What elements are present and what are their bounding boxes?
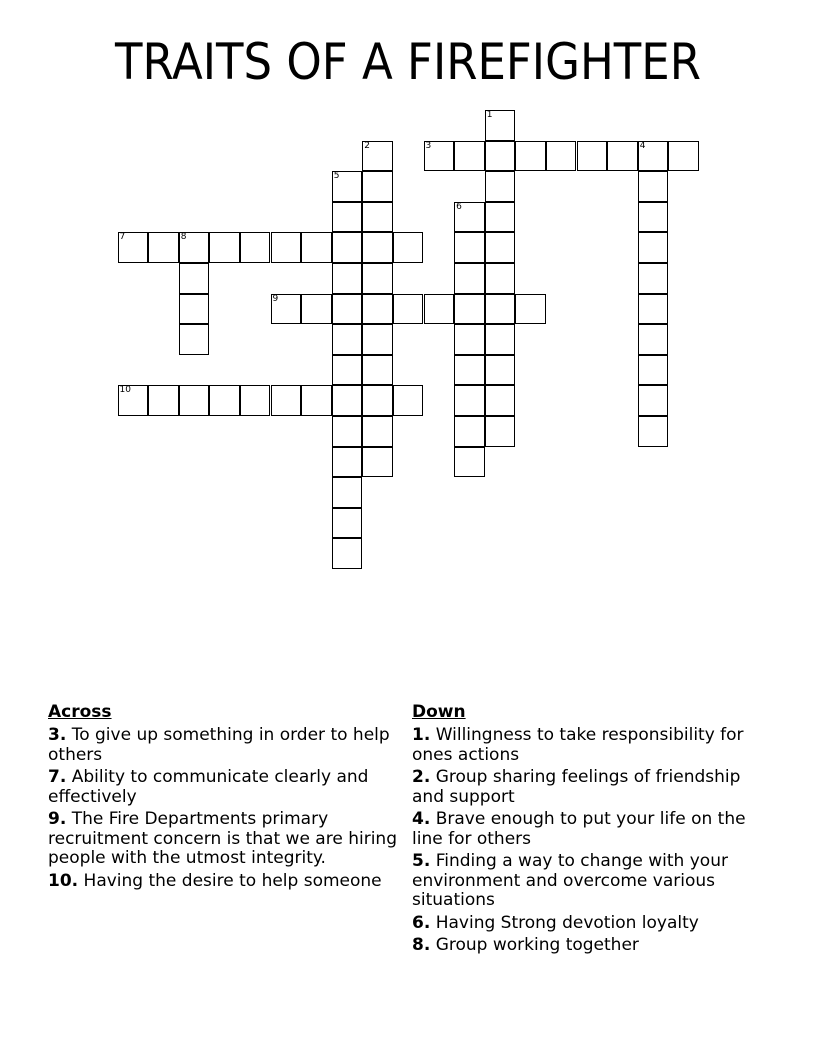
clue-across-10 [48, 872, 403, 892]
clue-number: 8. [412, 935, 431, 955]
clue-text: Finding a way to change with your environment and overcome various situations [412, 851, 728, 910]
grid-cell[interactable] [485, 171, 516, 202]
grid-cell[interactable] [485, 232, 516, 263]
clue-number-label: 5 [333, 171, 340, 182]
grid-cell[interactable] [424, 294, 455, 325]
grid-cell[interactable] [638, 263, 669, 294]
grid-cell[interactable] [485, 385, 516, 416]
grid-cell[interactable] [332, 447, 363, 478]
clue-text: Having the desire to help someone [83, 870, 382, 891]
clue-number-label: 8 [180, 232, 187, 243]
clue-text: Ability to communicate clearly and effectively [48, 767, 369, 807]
grid-cell[interactable] [454, 202, 485, 233]
clue-number: 9. [48, 809, 67, 829]
grid-cell[interactable] [362, 171, 393, 202]
grid-cell[interactable] [240, 232, 271, 263]
grid-cell[interactable] [118, 232, 149, 263]
clue-across-7 [48, 768, 403, 807]
clue-text: To give up something in order to help others [48, 725, 390, 765]
grid-cell[interactable] [332, 263, 363, 294]
clue-number-label: 3 [425, 140, 432, 151]
grid-cell[interactable] [638, 232, 669, 263]
grid-cell[interactable] [638, 355, 669, 386]
grid-cell[interactable] [332, 385, 363, 416]
clue-text: Brave enough to put your life on the line for others [412, 809, 746, 849]
clue-number: 7. [48, 767, 67, 787]
grid-cell[interactable] [332, 294, 363, 325]
grid-cell[interactable] [454, 385, 485, 416]
clue-number: 3. [48, 725, 67, 745]
grid-cell[interactable] [638, 141, 669, 172]
grid-cell[interactable] [332, 508, 363, 539]
clue-number: 6. [412, 912, 431, 933]
grid-cell[interactable] [179, 324, 210, 355]
clue-number-label: 2 [364, 140, 371, 151]
grid-cell[interactable] [362, 416, 393, 447]
grid-cell[interactable] [393, 232, 424, 263]
clue-down-2 [412, 768, 757, 807]
grid-cell[interactable] [362, 447, 393, 478]
grid-cell[interactable] [332, 324, 363, 355]
grid-cell[interactable] [179, 232, 210, 263]
clue-text: Having Strong devotion loyalty [435, 912, 699, 933]
clue-down-8 [412, 936, 757, 956]
clue-number: 1. [412, 725, 431, 745]
grid-cell[interactable] [362, 202, 393, 233]
grid-cell[interactable] [546, 141, 577, 172]
grid-cell[interactable] [454, 355, 485, 386]
grid-cell[interactable] [638, 324, 669, 355]
clue-across-3 [48, 726, 403, 765]
grid-cell[interactable] [332, 538, 363, 569]
grid-cell[interactable] [362, 232, 393, 263]
grid-cell[interactable] [332, 232, 363, 263]
grid-cell[interactable] [271, 232, 302, 263]
across-clues [48, 702, 403, 894]
grid-cell[interactable] [362, 263, 393, 294]
clue-number: 10. [48, 870, 79, 891]
grid-cell[interactable] [301, 385, 332, 416]
clue-number: 5. [412, 851, 431, 871]
grid-cell[interactable] [638, 294, 669, 325]
clue-down-6 [412, 914, 757, 934]
clue-number: 2. [412, 767, 431, 787]
grid-cell[interactable] [118, 385, 149, 416]
grid-cell[interactable] [148, 232, 179, 263]
grid-cell[interactable] [209, 232, 240, 263]
grid-cell[interactable] [485, 294, 516, 325]
grid-cell[interactable] [485, 263, 516, 294]
grid-cell[interactable] [577, 141, 608, 172]
grid-cell[interactable] [454, 232, 485, 263]
grid-cell[interactable] [393, 294, 424, 325]
clue-number-label: 7 [119, 232, 126, 243]
grid-cell[interactable] [271, 294, 302, 325]
grid-cell[interactable] [454, 447, 485, 478]
grid-cell[interactable] [209, 385, 240, 416]
down-clues [412, 702, 757, 959]
grid-cell[interactable] [332, 416, 363, 447]
grid-cell[interactable] [454, 416, 485, 447]
grid-cell[interactable] [332, 355, 363, 386]
clue-text: Group working together [435, 935, 639, 955]
grid-cell[interactable] [362, 385, 393, 416]
clue-number-label: 4 [639, 140, 646, 151]
grid-cell[interactable] [301, 294, 332, 325]
clue-text: Willingness to take responsibility for ones actions [412, 725, 744, 765]
clue-down-5 [412, 852, 757, 911]
grid-cell[interactable] [362, 324, 393, 355]
grid-cell[interactable] [362, 355, 393, 386]
grid-cell[interactable] [485, 110, 516, 141]
grid-cell[interactable] [332, 202, 363, 233]
grid-cell[interactable] [638, 202, 669, 233]
grid-cell[interactable] [271, 385, 302, 416]
grid-cell[interactable] [454, 324, 485, 355]
grid-cell[interactable] [454, 294, 485, 325]
puzzle-title: TRAITS OF A FIREFIGHTER [115, 33, 701, 91]
grid-cell[interactable] [485, 324, 516, 355]
grid-cell[interactable] [393, 385, 424, 416]
grid-cell[interactable] [332, 171, 363, 202]
grid-cell[interactable] [454, 141, 485, 172]
grid-cell[interactable] [485, 355, 516, 386]
grid-cell[interactable] [668, 141, 699, 172]
down-heading: Down [412, 702, 466, 722]
clue-across-9 [48, 810, 403, 869]
grid-cell[interactable] [638, 385, 669, 416]
grid-cell[interactable] [454, 263, 485, 294]
grid-cell[interactable] [607, 141, 638, 172]
grid-cell[interactable] [485, 416, 516, 447]
grid-cell[interactable] [301, 232, 332, 263]
clue-text: Group sharing feelings of friendship and support [412, 767, 741, 807]
clue-number-label: 6 [456, 201, 462, 212]
grid-cell[interactable] [179, 385, 210, 416]
grid-cell[interactable] [148, 385, 179, 416]
grid-cell[interactable] [362, 294, 393, 325]
grid-cell[interactable] [485, 141, 516, 172]
grid-cell[interactable] [240, 385, 271, 416]
across-heading: Across [48, 702, 112, 722]
grid-cell[interactable] [332, 477, 363, 508]
grid-cell[interactable] [179, 263, 210, 294]
clue-number-label: 1 [486, 110, 493, 120]
clue-number: 4. [412, 809, 431, 829]
grid-cell[interactable] [638, 416, 669, 447]
grid-cell[interactable] [424, 141, 455, 172]
grid-cell[interactable] [179, 294, 210, 325]
clue-down-4 [412, 810, 757, 849]
grid-cell[interactable] [515, 294, 546, 325]
grid-cell[interactable] [485, 202, 516, 233]
clue-text: The Fire Departments primary recruitment concern is that we are hiring people with the utmost integrity. [48, 809, 397, 868]
clue-down-1 [412, 726, 757, 765]
grid-cell[interactable] [362, 141, 393, 172]
clue-number-label: 9 [272, 293, 279, 304]
grid-cell[interactable] [515, 141, 546, 172]
clue-number-label: 10 [119, 385, 131, 396]
grid-cell[interactable] [638, 171, 669, 202]
